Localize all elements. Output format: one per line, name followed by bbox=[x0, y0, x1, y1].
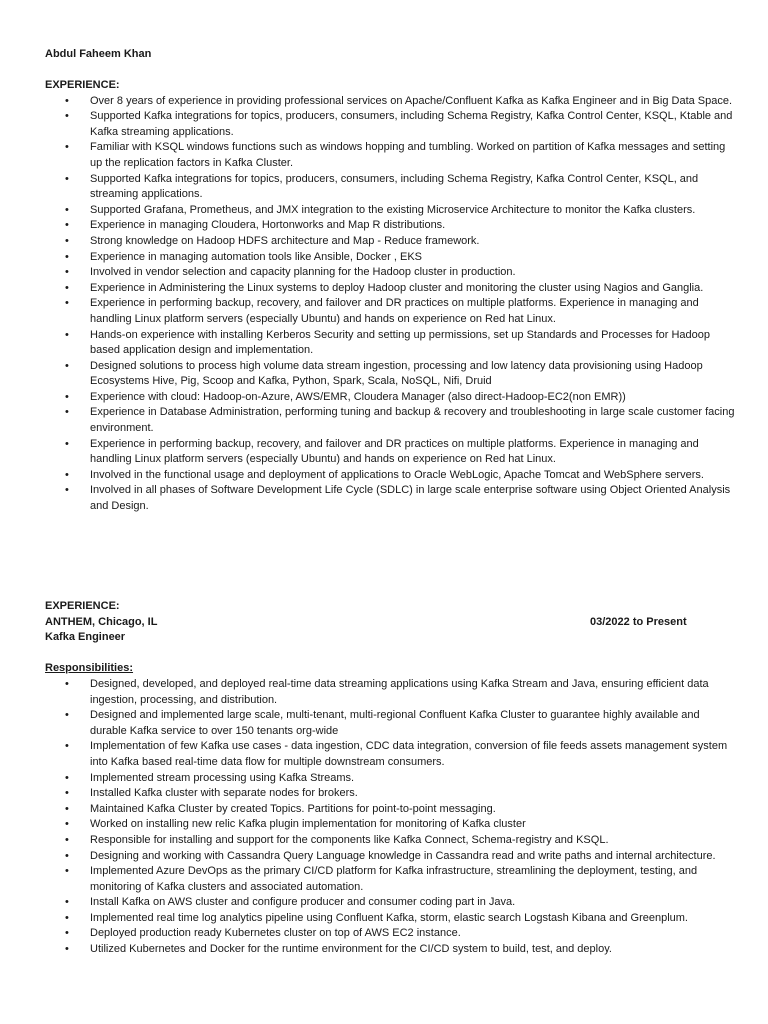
list-item: • Deployed production ready Kubernetes cluster on top of AWS EC2 instance. bbox=[45, 926, 735, 942]
list-item: • Experience in managing Cloudera, Hortonworks and Map R distributions. bbox=[45, 218, 735, 234]
list-item: • Experience with cloud: Hadoop-on-Azure, AWS/EMR, Cloudera Manager (also direct-Hadoop-EC2(non EMR)) bbox=[45, 390, 735, 406]
list-item: • Maintained Kafka Cluster by created Topics. Partitions for point-to-point messaging. bbox=[45, 802, 735, 818]
list-item: • Involved in all phases of Software Development Life Cycle (SDLC) in large scale enterprise software using Object Oriented Analysis and Design. bbox=[45, 483, 735, 514]
responsibilities-heading: Responsibilities: bbox=[45, 662, 134, 675]
experience-section bbox=[45, 599, 735, 958]
list-item: • Designed, developed, and deployed real-time data streaming applications using Kafka Stream and Java, ensuring efficient data ingestion, processing, and distribution. bbox=[45, 677, 735, 708]
summary-heading: EXPERIENCE: bbox=[45, 79, 120, 91]
list-item: • Hands-on experience with installing Kerberos Security and setting up permissions, set up Standards and Processes for Hadoop based application design and implementation. bbox=[45, 328, 735, 359]
summary-section bbox=[45, 78, 735, 515]
list-item: • Designed solutions to process high volume data stream ingestion, processing and low latency data provisioning using Hadoop Ecosystems Hive, Pig, Scoop and Kafka, Python, Spark, Scala, NoSQL, Nifi, Druid bbox=[45, 359, 735, 390]
list-item: • Designed and implemented large scale, multi-tenant, multi-regional Confluent Kafka Cluster to guarantee highly available and durable Kafka service to over 150 tenants org-wide bbox=[45, 708, 735, 739]
list-item: • Involved in vendor selection and capacity planning for the Hadoop cluster in production. bbox=[45, 265, 735, 281]
summary-list bbox=[45, 94, 735, 515]
job-header bbox=[45, 615, 735, 631]
list-item: • Installed Kafka cluster with separate nodes for brokers. bbox=[45, 786, 735, 802]
list-item: • Experience in Database Administration, performing tuning and backup & recovery and troubleshooting in large scale customer facing environment. bbox=[45, 405, 735, 436]
list-item: • Experience in managing automation tools like Ansible, Docker , EKS bbox=[45, 250, 735, 266]
list-item: • Utilized Kubernetes and Docker for the runtime environment for the CI/CD system to build, test, and deploy. bbox=[45, 942, 735, 958]
list-item: • Install Kafka on AWS cluster and configure producer and consumer coding part in Java. bbox=[45, 895, 735, 911]
list-item: • Designing and working with Cassandra Query Language knowledge in Cassandra read and write paths and internal architecture. bbox=[45, 849, 735, 865]
list-item: • Over 8 years of experience in providing professional services on Apache/Confluent Kafka as Kafka Engineer and in Big Data Space. bbox=[45, 94, 735, 110]
job-title: Kafka Engineer bbox=[45, 631, 126, 644]
list-item: • Supported Kafka integrations for topics, producers, consumers, including Schema Registry, Kafka Control Center, KSQL, Ktable and Kafka streaming applications. bbox=[45, 109, 735, 140]
candidate-name: Abdul Faheem Khan bbox=[45, 48, 152, 60]
list-item: • Supported Kafka integrations for topics, producers, consumers, including Schema Registry, Kafka Control Center, KSQL, and streaming applications. bbox=[45, 172, 735, 203]
list-item: • Worked on installing new relic Kafka plugin implementation for monitoring of Kafka cluster bbox=[45, 817, 735, 833]
list-item: • Implemented Azure DevOps as the primary CI/CD platform for Kafka infrastructure, streamlining the deployment, testing, and monitoring of Kafka clusters and associated automation. bbox=[45, 864, 735, 895]
list-item: • Involved in the functional usage and deployment of applications to Oracle WebLogic, Apache Tomcat and WebSphere servers. bbox=[45, 468, 735, 484]
list-item: • Responsible for installing and support for the components like Kafka Connect, Schema-registry and KSQL. bbox=[45, 833, 735, 849]
list-item: • Strong knowledge on Hadoop HDFS architecture and Map - Reduce framework. bbox=[45, 234, 735, 250]
list-item: • Implementation of few Kafka use cases - data ingestion, CDC data integration, conversion of file feeds assets management system into Kafka based real-time data flow for multiple downstream consumers. bbox=[45, 739, 735, 770]
responsibilities-list bbox=[45, 677, 735, 958]
job-dates: 03/2022 to Present bbox=[590, 615, 687, 628]
list-item: • Experience in Administering the Linux systems to deploy Hadoop cluster and monitoring the cluster using Nagios and Ganglia. bbox=[45, 281, 735, 297]
list-item: • Implemented stream processing using Kafka Streams. bbox=[45, 771, 735, 787]
experience-heading: EXPERIENCE: bbox=[45, 600, 120, 612]
employer-location: ANTHEM, Chicago, IL bbox=[45, 615, 158, 628]
list-item: • Experience in performing backup, recovery, and failover and DR practices on multiple platforms. Experience in managing and handling Linux platform servers (especially Ubuntu) and hands on experience on Red hat Linux. bbox=[45, 296, 735, 327]
list-item: • Supported Grafana, Prometheus, and JMX integration to the existing Microservice Architecture to monitor the Kafka clusters. bbox=[45, 203, 735, 219]
spacer bbox=[45, 646, 735, 662]
list-item: • Implemented real time log analytics pipeline using Confluent Kafka, storm, elastic search Logstash Kibana and Greenplum. bbox=[45, 911, 735, 927]
list-item: • Experience in performing backup, recovery, and failover and DR practices on multiple platforms. Experience in managing and handling Linux platform servers (especially Ubuntu) and hands on experience on Red hat Linux. bbox=[45, 437, 735, 468]
list-item: • Familiar with KSQL windows functions such as windows hopping and tumbling. Worked on partition of Kafka messages and setting up the replication factors in Kafka Cluster. bbox=[45, 140, 735, 171]
